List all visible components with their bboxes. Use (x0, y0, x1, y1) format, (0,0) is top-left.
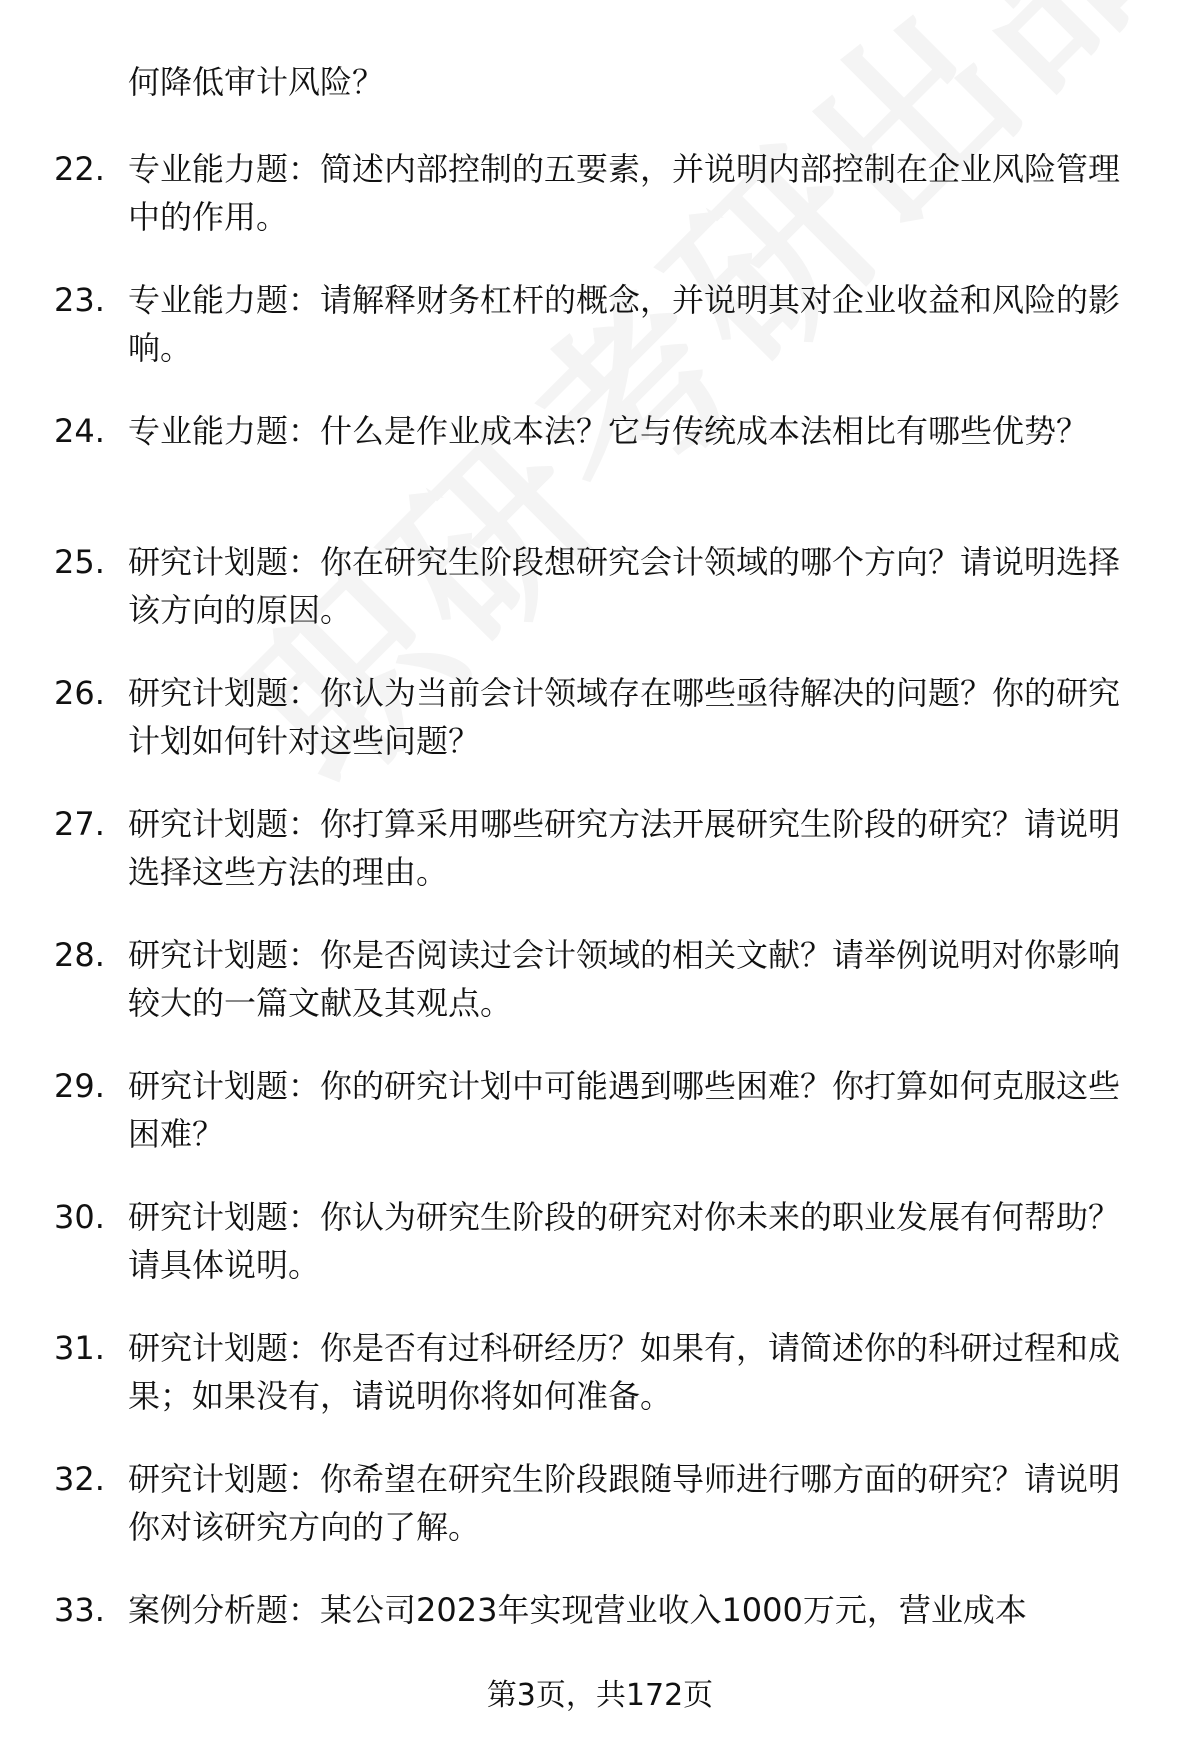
question-item (0, 1062, 1200, 1193)
question-item (0, 538, 1200, 669)
question-text: 研究计划题：你认为研究生阶段的研究对你未来的职业发展有何帮助？请具体说明。 (128, 1198, 1121, 1284)
continuation-text: 何降低审计风险？ (128, 63, 385, 101)
question-number: 33. (54, 1591, 105, 1629)
question-text: 专业能力题：什么是作业成本法？它与传统成本法相比有哪些优势？ (128, 412, 1089, 450)
question-number: 26. (54, 674, 105, 712)
page-footer: 第3页，共172页 (486, 1678, 714, 1713)
question-text: 研究计划题：你打算采用哪些研究方法开展研究生阶段的研究？请说明选择这些方法的理由。 (128, 805, 1121, 891)
question-item (0, 1455, 1200, 1586)
question-item (0, 407, 1200, 538)
question-item (0, 669, 1200, 800)
question-text: 研究计划题：你在研究生阶段想研究会计领域的哪个方向？请说明选择该方向的原因。 (128, 543, 1121, 629)
question-item (0, 145, 1200, 276)
question-text: 研究计划题：你是否有过科研经历？如果有，请简述你的科研过程和成果；如果没有，请说明你将如何准备。 (128, 1329, 1121, 1415)
question-text: 研究计划题：你认为当前会计领域存在哪些亟待解决的问题？你的研究计划如何针对这些问题？ (128, 674, 1121, 760)
question-number: 29. (54, 1067, 105, 1105)
question-number: 22. (54, 150, 105, 188)
question-text: 案例分析题：某公司2023年实现营业收入1000万元，营业成本 (128, 1591, 1027, 1629)
question-number: 30. (54, 1198, 105, 1236)
question-text: 专业能力题：简述内部控制的五要素，并说明内部控制在企业风险管理中的作用。 (128, 150, 1121, 236)
question-number: 28. (54, 936, 105, 974)
question-number: 23. (54, 281, 105, 319)
question-item (0, 931, 1200, 1062)
question-item (0, 800, 1200, 931)
question-item (0, 276, 1200, 407)
question-text: 研究计划题：你是否阅读过会计领域的相关文献？请举例说明对你影响较大的一篇文献及其观点。 (128, 936, 1121, 1022)
question-list (0, 145, 1200, 1717)
question-item (0, 1324, 1200, 1455)
question-item (0, 1193, 1200, 1324)
question-number: 32. (54, 1460, 105, 1498)
question-number: 25. (54, 543, 105, 581)
question-text: 专业能力题：请解释财务杠杆的概念，并说明其对企业收益和风险的影响。 (128, 281, 1121, 367)
question-number: 24. (54, 412, 105, 450)
question-text: 研究计划题：你希望在研究生阶段跟随导师进行哪方面的研究？请说明你对该研究方向的了解。 (128, 1460, 1121, 1546)
question-number: 27. (54, 805, 105, 843)
question-number: 31. (54, 1329, 105, 1367)
question-text: 研究计划题：你的研究计划中可能遇到哪些困难？你打算如何克服这些困难？ (128, 1067, 1121, 1153)
